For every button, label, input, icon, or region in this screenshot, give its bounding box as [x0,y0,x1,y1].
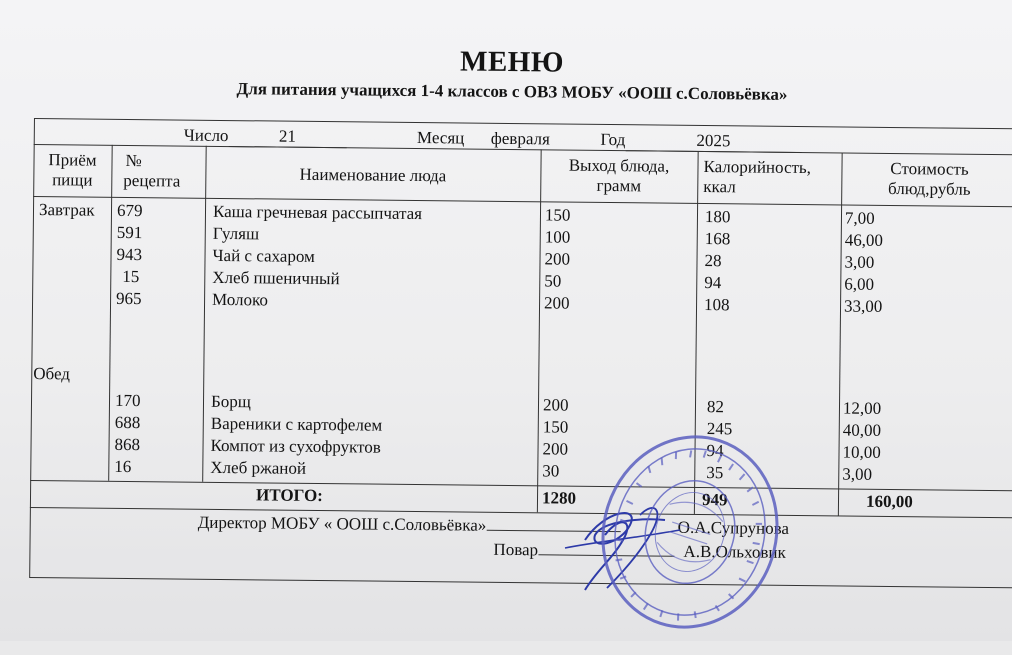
page-subtitle: Для питания учащихся 1-4 классов с ОВЗ МОБУ «ООШ с.Соловьёвка» [236,79,788,104]
director-name: О.А.Супрунова [677,517,790,538]
cook-name: А.В.Ольховик [683,541,786,562]
meal-label-breakfast: Завтрак [38,200,95,220]
dish-calories: 245 [706,419,733,439]
dish-calories: 28 [704,251,722,271]
dish-cost: 6,00 [844,274,875,294]
month-value: февраля [490,128,550,149]
year-label: Год [600,129,626,150]
dish-name: Вареники с картофелем [210,413,383,435]
dish-name: Борщ [210,391,251,412]
dish-name: Молоко [211,289,269,310]
col-header-recipe: № рецепта [123,150,181,191]
col-header-yield: Выход блюда, грамм [568,155,670,196]
dish-cost: 10,00 [842,442,881,462]
dish-calories: 82 [706,397,725,417]
dish-cost: 7,00 [844,208,875,228]
dish-yield: 200 [544,249,571,269]
page-title: МЕНЮ [459,45,565,79]
col-header-cost: Стоимость блюд,рубль [887,158,971,199]
day-label: Число [183,125,229,146]
dish-name: Гуляш [212,223,260,244]
dish-calories: 168 [704,229,731,249]
dish-calories: 35 [706,463,724,483]
dish-yield: 30 [542,461,560,481]
recipe-number: 965 [115,288,142,309]
dish-name: Чай с сахаром [212,245,315,266]
year-value: 2025 [625,130,801,153]
recipe-number: 16 [114,456,132,477]
col-header-calories: Калорийность, ккал [703,157,812,197]
totals-cost: 160,00 [865,491,913,512]
col-header-meal: Приём пищи [48,150,97,190]
totals-yield: 1280 [541,488,577,508]
dish-yield: 150 [542,417,569,437]
dish-yield: 200 [542,439,569,459]
dish-calories: 180 [704,207,731,227]
recipe-number: 679 [116,200,143,221]
recipe-number: 170 [114,390,141,411]
dish-name: Хлеб пшеничный [212,267,340,289]
recipe-number: 868 [114,434,141,455]
dish-calories: 94 [706,441,724,461]
meal-label-lunch: Обед [33,364,71,384]
dish-yield: 200 [542,395,569,415]
totals-label: ИТОГО: [255,485,323,506]
col-header-name: Наименование люда [299,164,447,186]
director-label: Директор МОБУ « ООШ с.Соловьёвка» [197,512,487,535]
dish-cost: 3,00 [844,252,875,272]
day-value: 21 [228,126,346,148]
dish-name: Каша гречневая рассыпчатая [212,201,423,224]
month-label: Месяц [416,128,465,148]
dish-cost: 40,00 [842,420,882,440]
dish-name: Хлеб ржаной [210,457,307,478]
dish-calories: 108 [703,295,730,315]
recipe-number: 688 [114,412,141,433]
dish-name: Компот из сухофруктов [210,435,381,457]
recipe-number: 15 [122,266,140,287]
dish-calories: 94 [704,273,722,293]
totals-calories: 949 [701,490,728,510]
dish-yield: 150 [544,205,571,225]
dish-yield: 200 [543,293,570,313]
dish-cost: 46,00 [844,230,884,250]
dish-cost: 12,00 [842,398,882,418]
recipe-number: 591 [116,222,143,243]
dish-yield: 100 [544,227,571,247]
dish-cost: 33,00 [843,296,883,316]
cook-label: Повар [493,539,539,560]
menu-sheet [29,116,1012,591]
dish-cost: 3,00 [842,464,873,484]
recipe-number: 943 [116,244,143,265]
dish-yield: 50 [544,271,562,291]
